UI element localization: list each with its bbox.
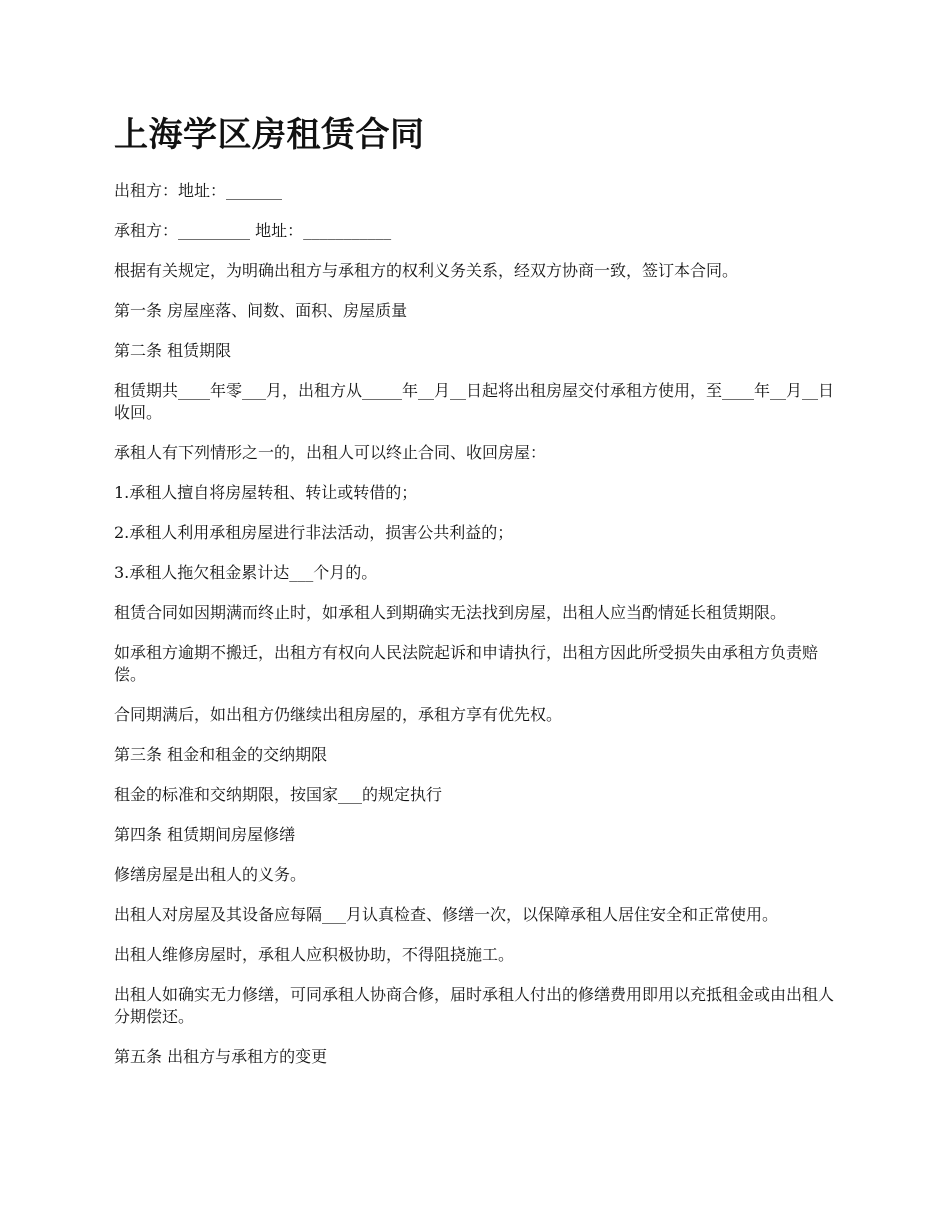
termination-item-2: 2.承租人利用承租房屋进行非法活动，损害公共利益的；: [114, 523, 514, 542]
priority-right-paragraph: 合同期满后，如出租方仍继续出租房屋的，承租方享有优先权。: [114, 705, 563, 724]
document-title: 上海学区房租赁合同: [114, 115, 425, 155]
lessee-line: 承租方：_________ 地址：___________: [114, 221, 392, 240]
preamble-paragraph: 根据有关规定，为明确出租方与承租方的权利义务关系，经双方协商一致，签订本合同。: [114, 261, 739, 280]
article-3-heading: 第三条 租金和租金的交纳期限: [114, 745, 328, 764]
termination-item-3: 3.承租人拖欠租金累计达___个月的。: [114, 563, 378, 582]
repair-duty-paragraph: 修缮房屋是出租人的义务。: [114, 865, 307, 884]
joint-repair-paragraph: 出租人如确实无力修缮，可同承租人协商合修，届时承租人付出的修缮费用即用以充抵租金或由出租人分期偿还。: [114, 985, 835, 1026]
rent-standard-paragraph: 租金的标准和交纳期限，按国家___的规定执行: [114, 785, 443, 804]
article-5-heading: 第五条 出租方与承租方的变更: [114, 1047, 328, 1066]
termination-item-1: 1.承租人擅自将房屋转租、转让或转借的；: [114, 483, 418, 502]
termination-conditions-paragraph: 承租人有下列情形之一的，出租人可以终止合同、收回房屋：: [114, 443, 547, 462]
extension-paragraph: 租赁合同如因期满而终止时，如承租人到期确实无法找到房屋，出租人应当酌情延长租赁期限。: [114, 603, 787, 622]
article-2-heading: 第二条 租赁期限: [114, 341, 232, 360]
overdue-move-paragraph: 如承租方逾期不搬迁，出租方有权向人民法院起诉和申请执行，出租方因此所受损失由承租方负责赔偿。: [114, 643, 819, 684]
article-4-heading: 第四条 租赁期间房屋修缮: [114, 825, 296, 844]
repair-cooperation-paragraph: 出租人维修房屋时，承租人应积极协助，不得阻挠施工。: [114, 945, 515, 964]
article-1-heading: 第一条 房屋座落、间数、面积、房屋质量: [114, 301, 408, 320]
lease-term-paragraph: 租赁期共____年零___月，出租方从_____年__月__日起将出租房屋交付承租方使用，至____年__月__日收回。: [114, 381, 835, 422]
lessor-line: 出租方：地址：_______: [114, 181, 283, 200]
inspection-paragraph: 出租人对房屋及其设备应每隔___月认真检查、修缮一次，以保障承租人居住安全和正常使用。: [114, 905, 779, 924]
